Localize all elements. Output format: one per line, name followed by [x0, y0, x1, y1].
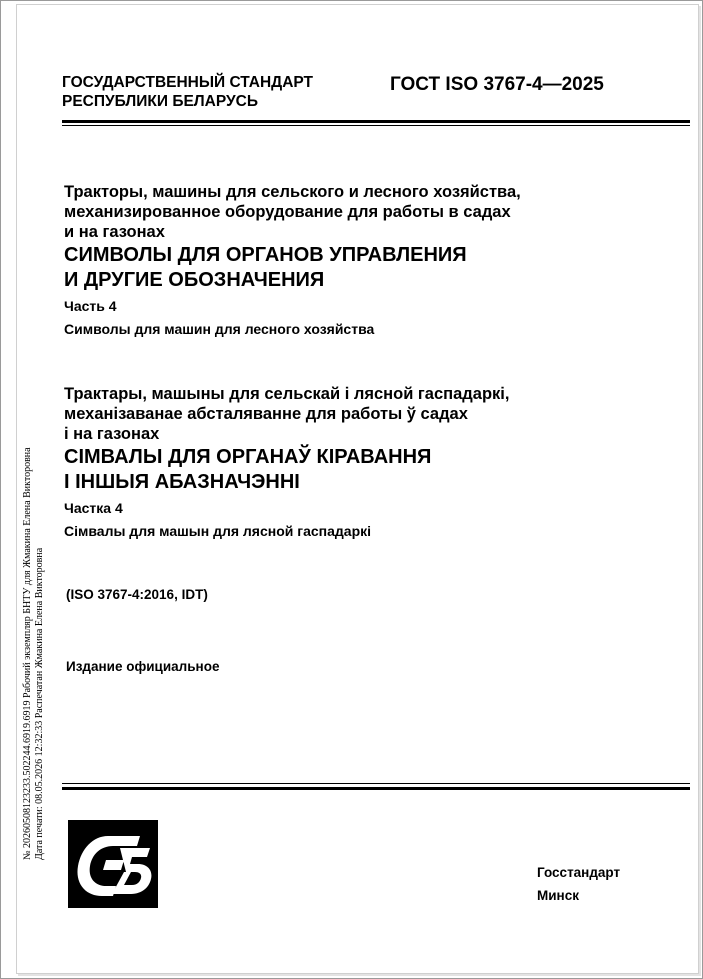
footer-rule-thick [62, 787, 690, 790]
side-stamp-line-1-suffix: для Жмакина Елена Викторовна [22, 447, 33, 586]
ru-part: Часть 4 [64, 298, 117, 314]
side-stamp-line-1-main: № 20260508123233.502244.6919.6919 Рабочий экземпляр БНТУ [22, 587, 33, 860]
ru-title-line-1: СИМВОЛЫ ДЛЯ ОРГАНОВ УПРАВЛЕНИЯ [64, 244, 467, 266]
by-part: Частка 4 [64, 500, 123, 516]
by-subject-line-3: і на газонах [64, 425, 160, 443]
ru-subject-line-1: Тракторы, машины для сельского и лесного хозяйства, [64, 183, 521, 201]
by-subject [64, 384, 509, 444]
gosstandart-sb-logo-icon [68, 820, 158, 908]
issuer-line-1: ГОСУДАРСТВЕННЫЙ СТАНДАРТ [62, 74, 314, 91]
side-stamp [22, 447, 46, 860]
by-title-line-2: І ІНШЫЯ АБАЗНАЧЭННІ [64, 471, 300, 493]
side-stamp-line-2: Дата печати: 08.05.2026 12:32:33 Распечатан Жмакина Елена Викторовна [34, 547, 45, 860]
russian-title-block [64, 182, 521, 338]
by-part-title: Сімвалы для машын для лясной гаспадаркі [64, 523, 372, 539]
ru-subject [64, 182, 521, 242]
by-title [64, 445, 509, 495]
by-title-line-1: СІМВАЛЫ ДЛЯ ОРГАНАЎ КІРАВАННЯ [64, 446, 432, 468]
edition-note: Издание официальное [66, 659, 220, 674]
by-subject-line-2: механізаванае абсталяванне для работы ў садах [64, 405, 468, 423]
ru-subject-line-3: и на газонах [64, 223, 165, 241]
publisher-name: Госстандарт [537, 865, 621, 880]
header-rule-thick [62, 120, 690, 123]
header-rule-thin [62, 125, 690, 126]
standard-number: ГОСТ ISO 3767-4—2025 [390, 74, 604, 95]
belarusian-title-block [64, 384, 509, 540]
footer-rule-thin [62, 783, 690, 784]
side-stamp-line-1 [22, 447, 34, 860]
ru-subject-line-2: механизированное оборудование для работы в садах [64, 203, 511, 221]
by-subject-line-1: Трактары, машыны для сельскай і лясной гаспадаркі, [64, 385, 510, 403]
publisher-city: Минск [537, 888, 579, 903]
ru-part-title: Символы для машин для лесного хозяйства [64, 321, 375, 337]
iso-reference: (ISO 3767-4:2016, IDT) [66, 587, 208, 602]
issuer-header [62, 73, 313, 111]
ru-title [64, 243, 521, 293]
ru-title-line-2: И ДРУГИЕ ОБОЗНАЧЕНИЯ [64, 269, 325, 291]
issuer-line-2: РЕСПУБЛИКИ БЕЛАРУСЬ [62, 93, 258, 110]
